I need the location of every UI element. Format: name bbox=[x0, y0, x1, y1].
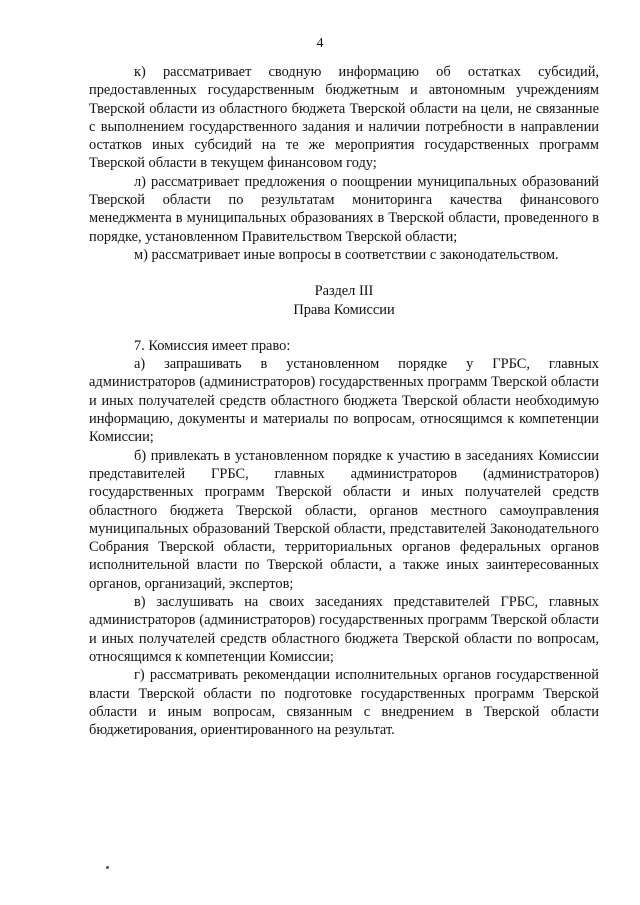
section-title: Права Комиссии bbox=[293, 301, 395, 318]
section-number: Раздел III bbox=[314, 283, 374, 300]
page-number: 4 bbox=[316, 36, 324, 51]
scan-speck bbox=[106, 866, 109, 869]
document-body bbox=[89, 63, 599, 739]
paragraph-a: а) запрашивать в установленном порядке у ГРБС, главных администраторов (администраторов) государственных программ Тверской области и иных получателей средств областного бюджета Тверской области необходимую информацию, документы и материалы по вопросам, относящимся к компетенции Комиссии; bbox=[89, 356, 599, 446]
paragraph-l: л) рассматривает предложения о поощрении муниципальных образований Тверской области по результатам мониторинга качества финансового менеджмента в муниципальных образованиях в Тверской области, проведенного в порядке, установленном Правительством Тверской области; bbox=[89, 173, 599, 245]
paragraph-m: м) рассматривает иные вопросы в соответствии с законодательством. bbox=[134, 246, 559, 263]
paragraph-7: 7. Комиссия имеет право: bbox=[134, 337, 291, 354]
spacer bbox=[89, 264, 599, 282]
paragraph-g: г) рассматривать рекомендации исполнительных органов государственной власти Тверской области по подготовке государственных программ Тверской области и иным вопросам, связанным с внедрением в Тверской области бюджетирования, ориентированного на результат. bbox=[89, 667, 599, 739]
spacer bbox=[89, 319, 599, 337]
paragraph-v: в) заслушивать на своих заседаниях представителей ГРБС, главных администраторов (администраторов) государственных программ Тверской области и иных получателей средств областного бюджета Тверской области по вопросам, относящимся к компетенции Комиссии; bbox=[89, 594, 599, 665]
paragraph-b: б) привлекать в установленном порядке к участию в заседаниях Комиссии представителей ГРБС, главных администраторов (администраторов) государственных программ Тверской области и иных получателей средств областного бюджета Тверской области, органов местного самоуправления муниципальных образований Тверской области, представителей Законодательного Собрания Тверской области, территориальных органов федеральных органов исполнительной власти по Тверской области, а также иных заинтересованных органов, организаций, экспертов; bbox=[89, 447, 599, 592]
paragraph-k: к) рассматривает сводную информацию об остатках субсидий, предоставленных государственным бюджетным и автономным учреждениям Тверской области из областного бюджета Тверской области на цели, не связанные с выполнением государственного задания и наличии потребности в направлении остатков иных субсидий на те же мероприятия государственных программ Тверской области в текущем финансовом году; bbox=[89, 64, 599, 172]
